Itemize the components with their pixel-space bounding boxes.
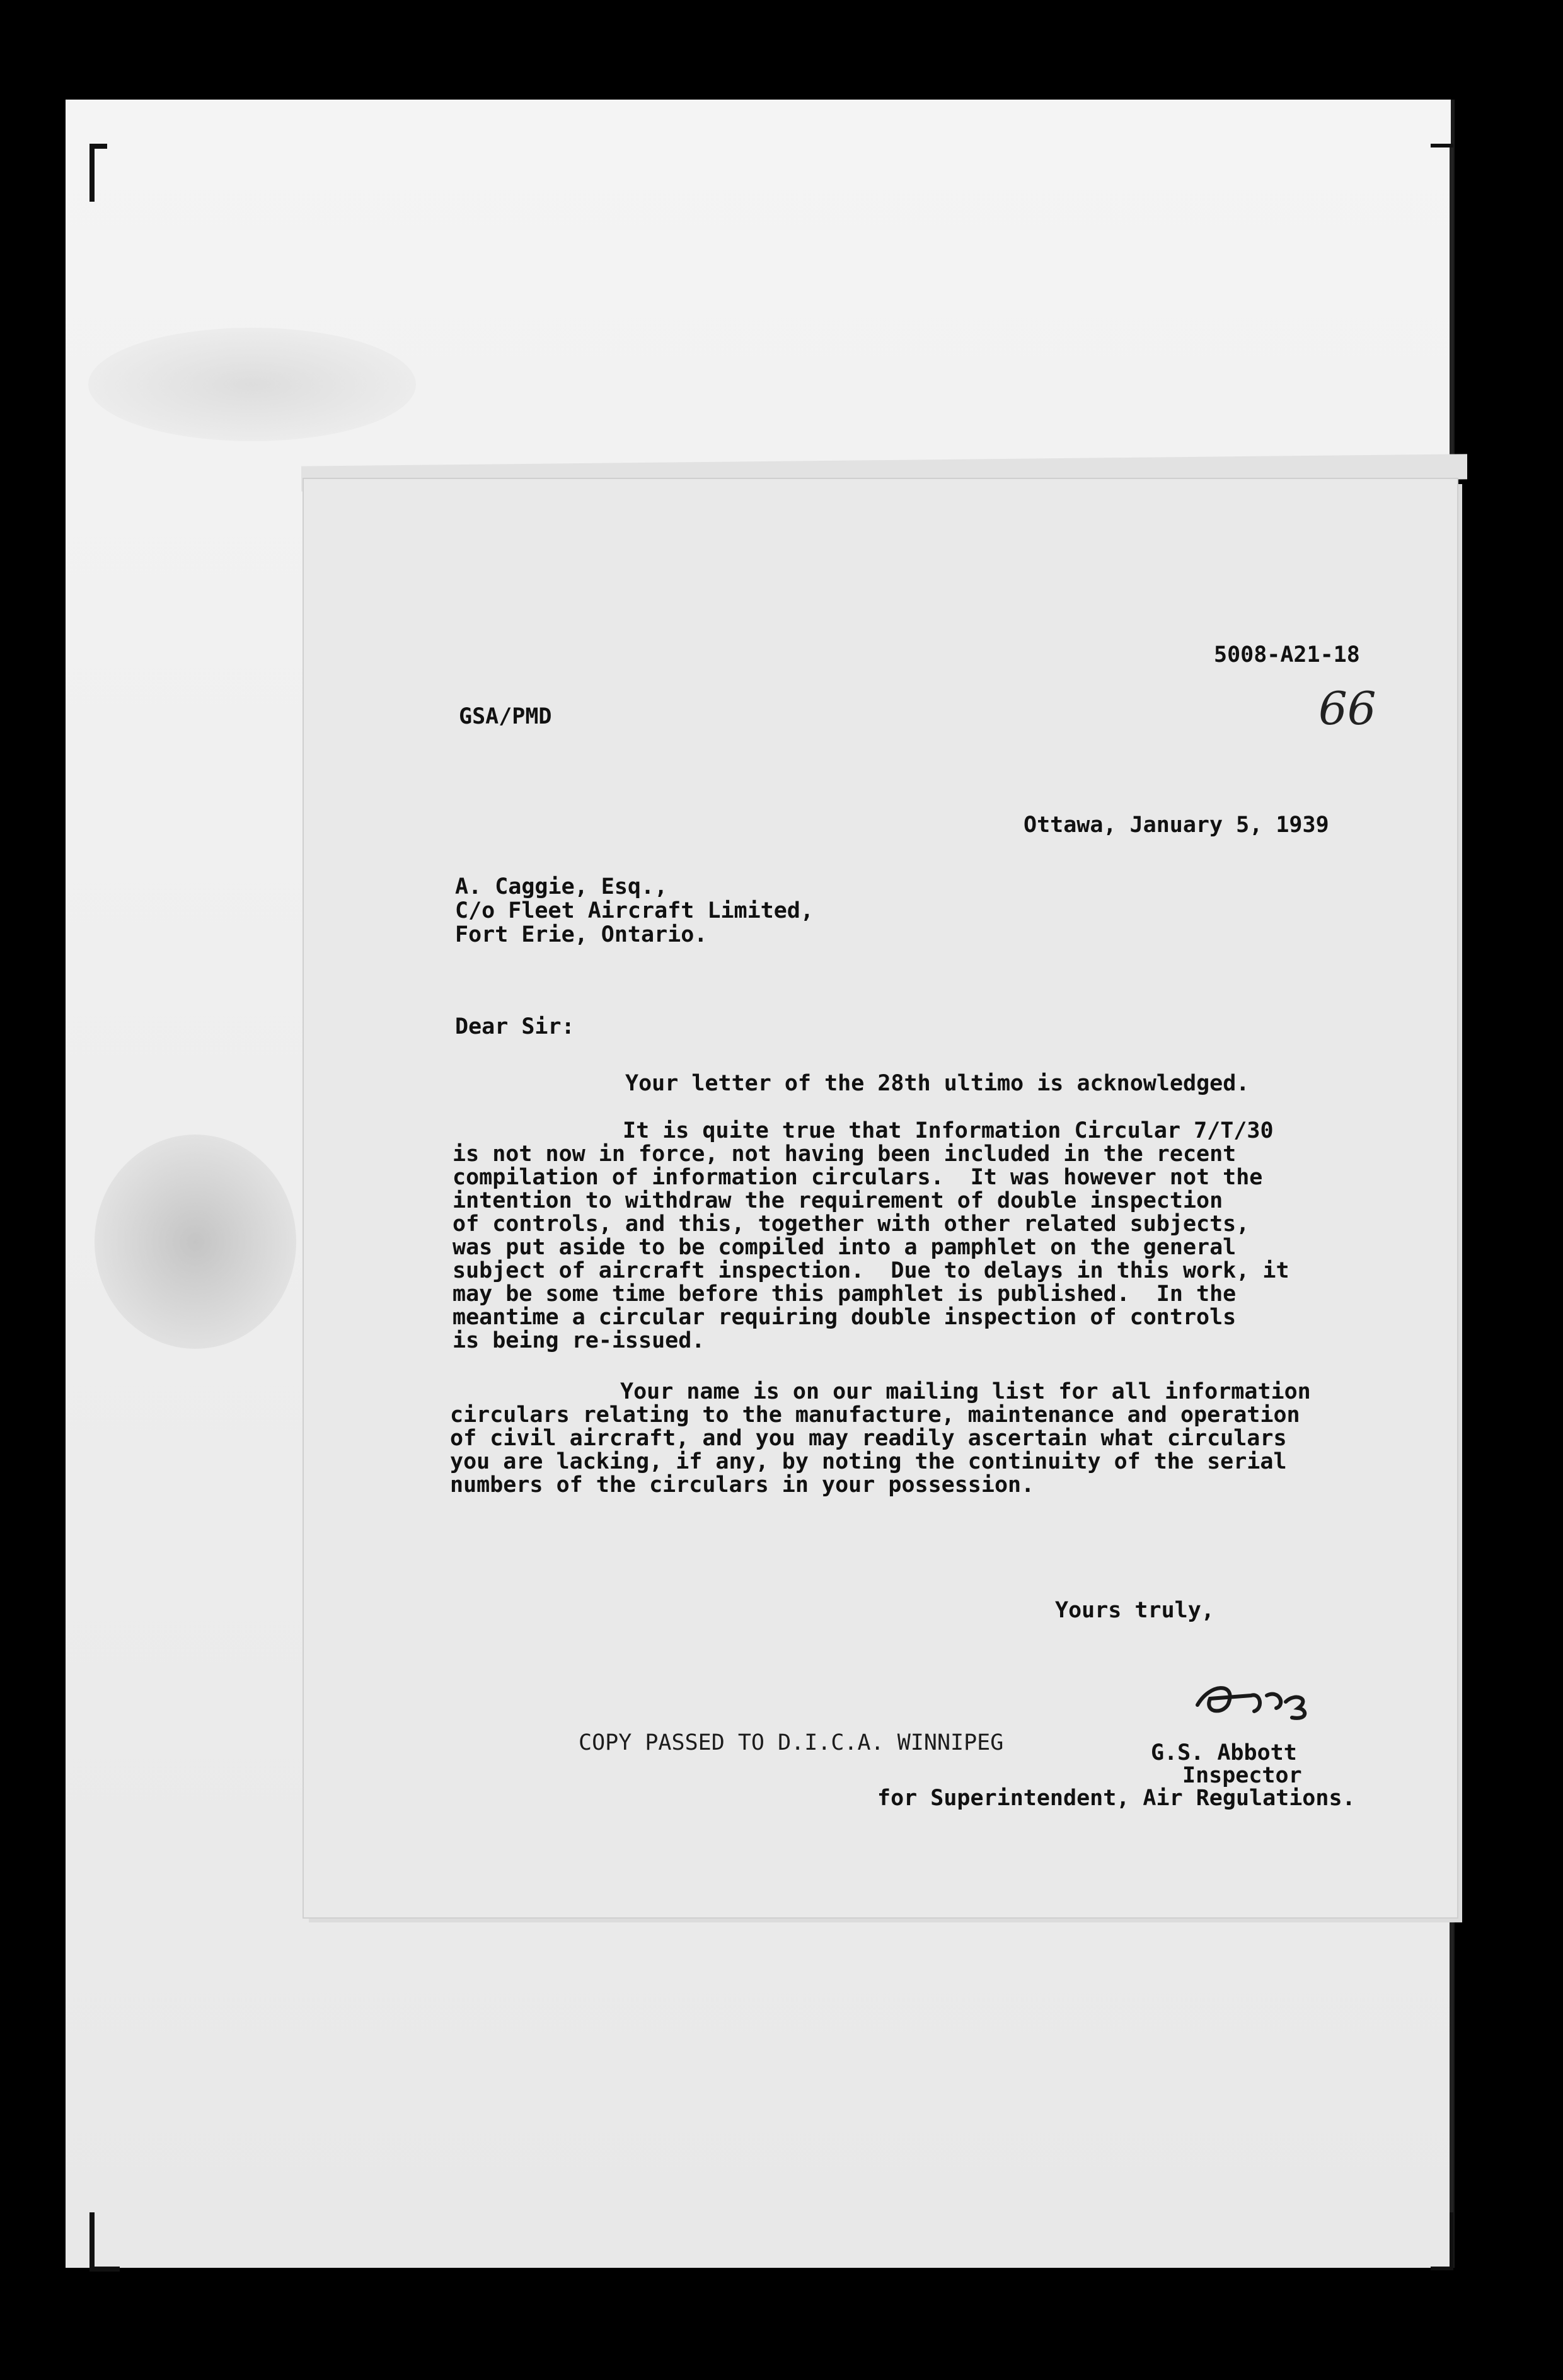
closing: Yours truly, <box>1055 1598 1214 1623</box>
signatory-for: for Superintendent, Air Regulations. <box>877 1786 1356 1811</box>
text-line: numbers of the circulars in your possession. <box>450 1472 1035 1498</box>
text-line: intention to withdraw the requirement of double inspection <box>453 1188 1223 1213</box>
text-line: of controls, and this, together with other related subjects, <box>453 1211 1250 1237</box>
address-line: Fort Erie, Ontario. <box>455 922 708 947</box>
text-line: was put aside to be compiled into a pamphlet on the general <box>453 1235 1237 1260</box>
crop-mark-bottom-right <box>1431 2212 1453 2270</box>
smudge <box>88 328 416 441</box>
paragraph-1: Your letter of the 28th ultimo is acknowledged. <box>625 1071 1250 1096</box>
crop-mark-top-right <box>1431 144 1453 156</box>
file-number: 5008-A21-18 <box>1214 642 1360 667</box>
signature-initials <box>1191 1670 1317 1727</box>
address-line: C/o Fleet Aircraft Limited, <box>455 898 814 923</box>
text-line: is being re-issued. <box>453 1328 705 1353</box>
handwritten-number: 66 <box>1318 682 1376 735</box>
letter-date: Ottawa, January 5, 1939 <box>1024 812 1329 838</box>
crop-mark-bottom-left <box>89 2212 120 2272</box>
text-line: It is quite true that Information Circular 7/T/30 <box>623 1118 1274 1143</box>
salutation: Dear Sir: <box>455 1014 575 1039</box>
text-line: may be some time before this pamphlet is published. In the <box>453 1281 1237 1307</box>
text-line: subject of aircraft inspection. Due to delays in this work, it <box>453 1258 1289 1283</box>
text-line: meantime a circular requiring double inspection of controls <box>453 1305 1237 1330</box>
text-line: is not now in force, not having been included in the recent <box>453 1141 1237 1167</box>
smudge <box>95 1135 296 1349</box>
signatory-name: G.S. Abbott <box>1151 1740 1297 1765</box>
address-line: A. Caggie, Esq., <box>455 874 668 899</box>
text-line: compilation of information circulars. It was however not the <box>453 1165 1263 1190</box>
reference-initials: GSA/PMD <box>459 704 552 729</box>
text-line: of civil aircraft, and you may readily ascertain what circulars <box>450 1426 1287 1451</box>
crop-mark-top-left <box>89 144 107 202</box>
copy-note: COPY PASSED TO D.I.C.A. WINNIPEG <box>579 1730 1004 1755</box>
text-line: you are lacking, if any, by noting the continuity of the serial <box>450 1449 1287 1474</box>
signatory-title: Inspector <box>1182 1763 1302 1788</box>
text-line: Your name is on our mailing list for all information <box>620 1379 1311 1404</box>
text-line: circulars relating to the manufacture, maintenance and operation <box>450 1402 1300 1428</box>
